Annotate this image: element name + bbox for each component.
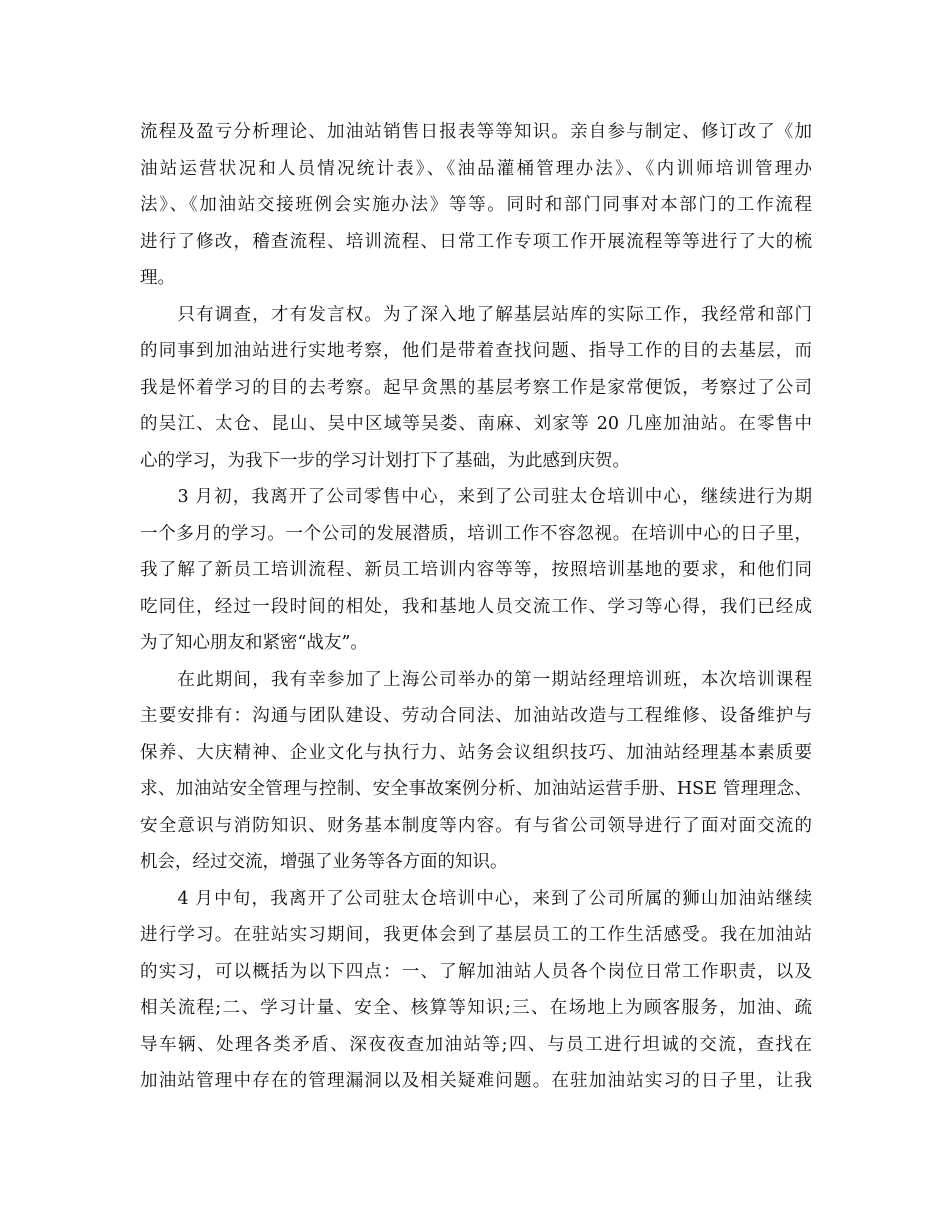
text-line: 法》、《加油站交接班例会实施办法》等等。同时和部门同事对本部门的工作流程 xyxy=(140,195,812,215)
text-line: 进行学习。在驻站实习期间，我更体会到了基层员工的工作生活感受。我在加油站 xyxy=(140,925,812,945)
text-line: 油站运营状况和人员情况统计表》、《油品灌桶管理办法》、《内训师培训管理办 xyxy=(140,158,812,179)
text-line: 3 月初，我离开了公司零售中心，来到了公司驻太仓培训中心，继续进行为期 xyxy=(140,487,812,507)
text-line: 我是怀着学习的目的去考察。起早贪黑的基层考察工作是家常便饭，考察过了公司 xyxy=(140,377,812,398)
text-line: 为了知心朋友和紧密“战友”。 xyxy=(140,633,368,653)
text-line: 理。 xyxy=(140,268,175,288)
text-line: 只有调查，才有发言权。为了深入地了解基层站库的实际工作，我经常和部门 xyxy=(140,304,812,325)
text-line: 我了解了新员工培训流程、新员工培训内容等等，按照培训基地的要求，和他们同 xyxy=(140,560,812,580)
text-line: 机会，经过交流，增强了业务等各方面的知识。 xyxy=(140,852,508,872)
text-line: 吃同住，经过一段时间的相处，我和基地人员交流工作、学习等心得，我们已经成 xyxy=(140,596,812,617)
text-line: 的吴江、太仓、昆山、吴中区域等吴娄、南麻、刘家等 20 几座加油站。在零售中 xyxy=(140,414,812,434)
text-line: 求、加油站安全管理与控制、安全事故案例分析、加油站运营手册、HSE 管理理念、 xyxy=(140,779,812,799)
text-line: 流程及盈亏分析理论、加油站销售日报表等等知识。亲自参与制定、修订改了《加 xyxy=(140,122,812,142)
text-line: 4 月中旬，我离开了公司驻太仓培训中心，来到了公司所属的狮山加油站继续 xyxy=(140,888,812,909)
text-line: 加油站管理中存在的管理漏洞以及相关疑难问题。在驻加油站实习的日子里，让我 xyxy=(140,1071,812,1091)
text-line: 一个多月的学习。一个公司的发展潜质，培训工作不容忽视。在培训中心的日子里， xyxy=(140,523,812,544)
text-line: 的同事到加油站进行实地考察，他们是带着查找问题、指导工作的目的去基层，而 xyxy=(140,341,812,361)
text-line: 保养、大庆精神、企业文化与执行力、站务会议组织技巧、加油站经理基本素质要 xyxy=(140,742,812,763)
text-line: 相关流程;二、学习计量、安全、核算等知识;三、在场地上为顾客服务，加油、疏 xyxy=(140,998,812,1018)
text-line: 主要安排有：沟通与团队建设、劳动合同法、加油站改造与工程维修、设备维护与 xyxy=(140,706,812,726)
text-line: 安全意识与消防知识、财务基本制度等内容。有与省公司领导进行了面对面交流的 xyxy=(140,815,812,836)
text-line: 进行了修改，稽查流程、培训流程、日常工作专项工作开展流程等等进行了大的梳 xyxy=(140,231,812,252)
text-line: 在此期间，我有幸参加了上海公司举办的第一期站经理培训班，本次培训课程 xyxy=(140,669,812,690)
text-line: 导车辆、处理各类矛盾、深夜夜查加油站等;四、与员工进行坦诚的交流，查找在 xyxy=(140,1034,812,1055)
document-body xyxy=(140,114,812,1100)
text-line: 心的学习，为我下一步的学习计划打下了基础，为此感到庆贺。 xyxy=(140,450,630,471)
text-line: 的实习，可以概括为以下四点：一、了解加油站人员各个岗位日常工作职责，以及 xyxy=(140,961,812,982)
